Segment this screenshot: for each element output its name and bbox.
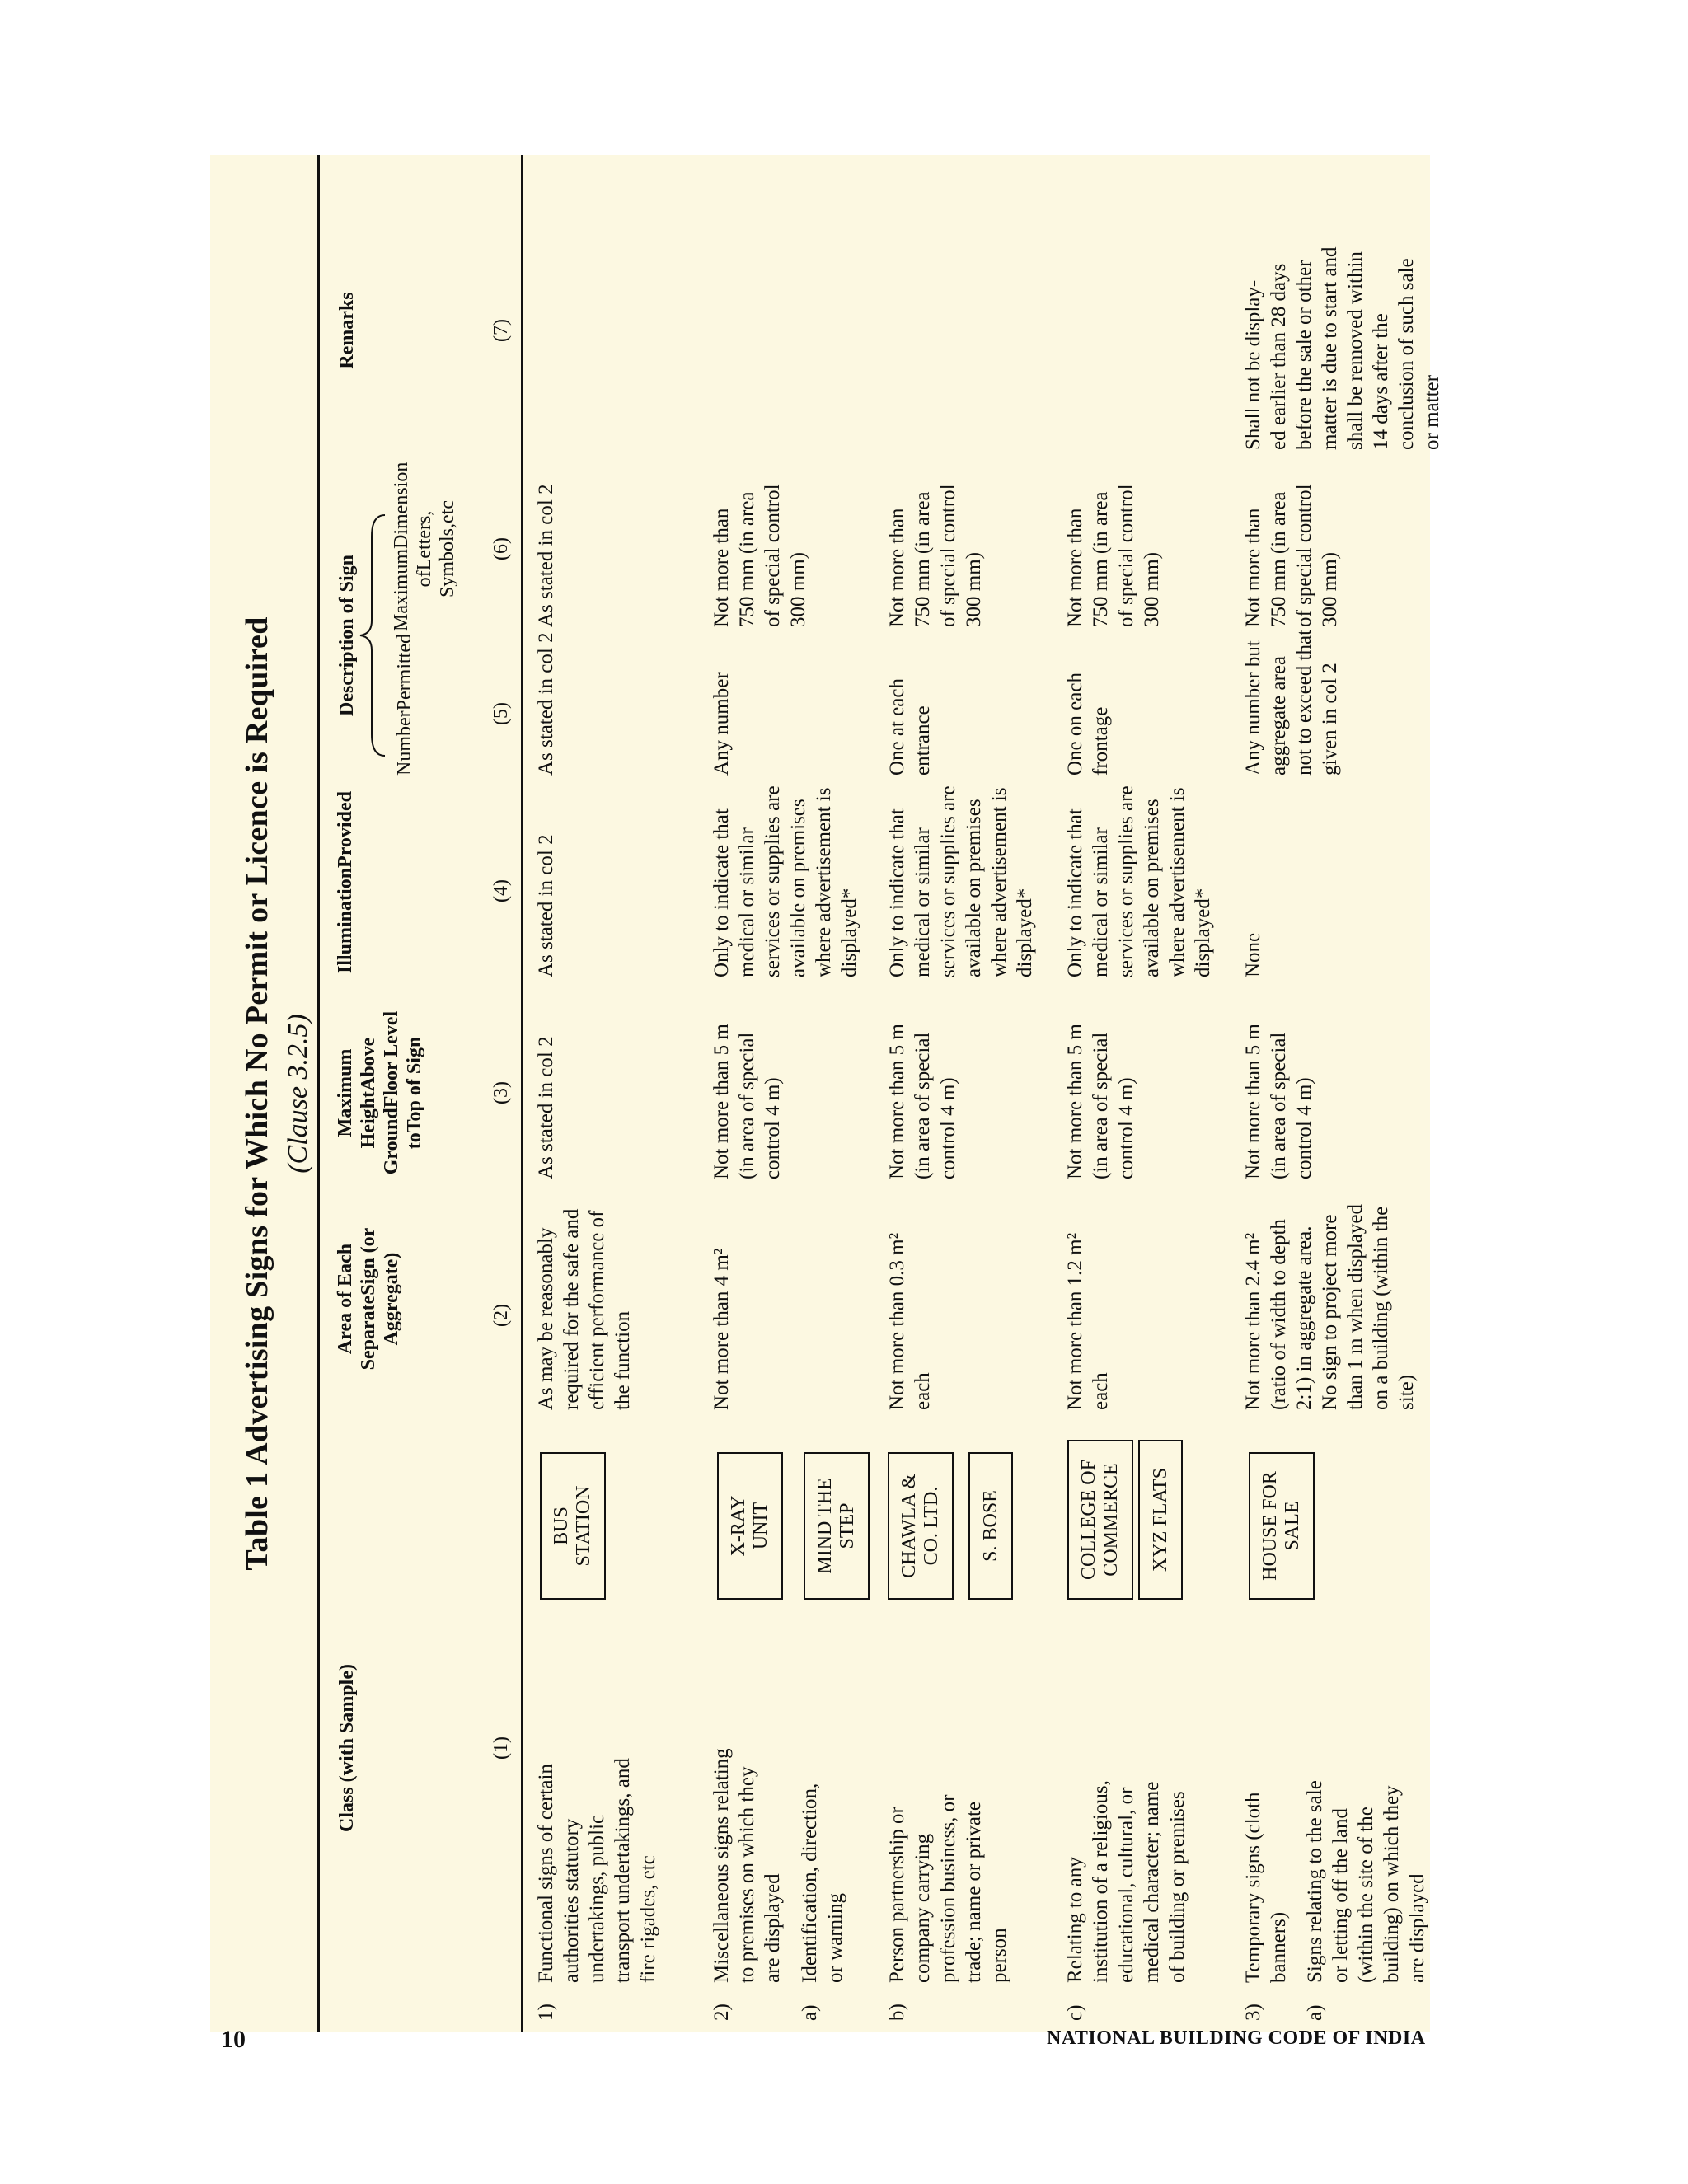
text-line: frontage — [1090, 706, 1112, 776]
text-line: No sign to project more — [1319, 1214, 1341, 1410]
text-line: Not more than 2.4 m² — [1242, 1232, 1264, 1410]
row-2-class — [709, 1748, 785, 1983]
col-number-3: (3) — [490, 1081, 512, 1104]
header-rule-top — [317, 155, 320, 2032]
text-line: available on premises — [963, 799, 985, 977]
header-description: Description of Sign — [336, 555, 358, 717]
row-2a-sample-sign-1 — [717, 1452, 783, 1600]
rotated-table — [210, 155, 1443, 2032]
text-line: (in area of special — [912, 1032, 934, 1179]
text-line: control 4 m) — [1115, 1077, 1137, 1179]
row-2b-sample-sign-1 — [888, 1452, 954, 1600]
text-line: MIND THE — [814, 1478, 836, 1574]
row-2c-class — [1062, 1780, 1190, 1983]
text-line: 300 mm) — [1141, 552, 1163, 627]
text-line: displayed* — [1014, 888, 1036, 977]
description-brace — [357, 512, 390, 759]
text-line: Identification, direction, — [799, 1783, 821, 1983]
text-line: profession business, or — [937, 1794, 959, 1983]
text-line: or warning — [824, 1893, 846, 1983]
text-line: medical character; name — [1141, 1781, 1163, 1983]
header-number — [393, 634, 416, 776]
text-line: ed earlier than 28 days — [1268, 263, 1290, 450]
text-line: are displayed — [762, 1873, 784, 1983]
text-line: the function — [612, 1310, 634, 1410]
text-line: Relating to any — [1064, 1857, 1086, 1983]
header-class: Class (with Sample) — [336, 1664, 358, 1833]
row-2a-number — [709, 672, 734, 776]
text-line: efficient performance of — [586, 1210, 608, 1410]
text-line: 750 mm (in area — [1268, 491, 1290, 627]
row-2c-dimension — [1062, 484, 1165, 627]
text-line: Not more than 0.3 m² — [886, 1232, 908, 1410]
text-line: or letting off the land — [1329, 1808, 1352, 1983]
text-line: Not more than 4 m² — [710, 1248, 733, 1410]
text-line: fire rigades, etc — [637, 1855, 659, 1983]
row-2a-area — [709, 1249, 734, 1410]
text-line: required for the safe and — [560, 1208, 583, 1410]
text-line: authorities statutory — [560, 1818, 583, 1983]
text-line: Temporary signs (cloth — [1242, 1792, 1264, 1983]
row-2b-illumination — [884, 785, 1038, 977]
text-line: company carrying — [912, 1833, 934, 1983]
text-line: Not more than 5 m — [1064, 1024, 1086, 1179]
row-1-illumination — [533, 834, 559, 977]
header-dimension — [390, 462, 459, 631]
text-line: As stated in col 2 — [535, 484, 557, 627]
text-line: on a building (within the — [1370, 1206, 1392, 1410]
row-2b-marker: b) — [886, 2004, 908, 2021]
col-number-1: (1) — [490, 1736, 512, 1760]
row-2a-illumination — [709, 785, 862, 977]
header-rule-bottom — [521, 155, 523, 2032]
text-line: shall be removed within — [1344, 251, 1367, 450]
text-line: aggregate area — [1268, 655, 1290, 776]
text-line: Only to indicate that — [710, 808, 733, 977]
text-line: are displayed — [1406, 1873, 1428, 1983]
text-line: Floor Level to — [381, 1010, 425, 1150]
text-line: HOUSE FOR — [1259, 1471, 1281, 1581]
text-line: control 4 m) — [762, 1077, 784, 1179]
text-line: educational, cultural, or — [1115, 1787, 1137, 1983]
row-3a-height — [1240, 1024, 1317, 1179]
text-line: Top of Sign — [404, 1036, 425, 1133]
text-line: trade; name or private — [963, 1801, 985, 1983]
col-number-2: (2) — [490, 1304, 512, 1327]
text-line: Only to indicate that — [1064, 808, 1086, 977]
text-line: services or supplies are — [762, 785, 784, 977]
col-number-5: (5) — [490, 702, 512, 725]
row-3a-class — [1302, 1780, 1430, 1983]
row-2a-height — [709, 1024, 785, 1179]
text-line: (in area of special — [1268, 1032, 1290, 1179]
row-2b-area — [884, 1233, 935, 1410]
row-2b-sample-sign-2 — [968, 1452, 1013, 1600]
header-height — [334, 1006, 426, 1179]
text-line: Permitted — [394, 634, 415, 711]
text-line: to premises on which they — [736, 1766, 758, 1983]
row-2a-sample-sign-2 — [804, 1452, 870, 1600]
text-line: available on premises — [1141, 799, 1163, 977]
text-line: where advertisement is — [813, 787, 835, 977]
text-line: banners) — [1268, 1911, 1290, 1983]
row-1-height — [533, 1036, 559, 1179]
text-line: etc — [437, 500, 458, 523]
text-line: Not more than — [886, 508, 908, 627]
text-line: each — [1090, 1372, 1112, 1410]
text-line: Shall not be display- — [1242, 279, 1264, 450]
text-line: building) on which they — [1381, 1785, 1403, 1983]
text-line: of special control — [762, 484, 784, 627]
row-2c-area — [1062, 1233, 1114, 1410]
text-line: Miscellaneous signs relating — [710, 1748, 733, 1983]
row-3a-marker: a) — [1304, 2004, 1326, 2021]
row-3a-number — [1240, 630, 1343, 776]
text-line: where advertisement is — [1166, 787, 1189, 977]
row-1-area — [533, 1209, 635, 1410]
text-line: CHAWLA & — [898, 1474, 920, 1578]
header-illumination — [334, 791, 357, 973]
text-line: As stated in col 2 — [535, 1036, 557, 1179]
text-line: of special control — [937, 484, 959, 627]
text-line: (within the site of the — [1355, 1807, 1377, 1983]
text-line: than 1 m when displayed — [1344, 1204, 1367, 1410]
text-line: or matter — [1421, 375, 1443, 450]
row-2c-sample-sign-1 — [1067, 1440, 1133, 1600]
row-1-dimension — [533, 484, 559, 627]
row-2c-height — [1062, 1024, 1139, 1179]
row-2c-marker: c) — [1064, 2004, 1086, 2021]
row-2-marker: 2) — [710, 2004, 733, 2021]
row-2c-illumination — [1062, 785, 1216, 977]
text-line: 750 mm (in area — [912, 491, 934, 627]
text-line: control 4 m) — [1293, 1077, 1315, 1179]
text-line: 300 mm) — [1319, 552, 1341, 627]
text-line: Above Ground — [358, 1037, 402, 1175]
text-line: Illumination — [335, 867, 356, 973]
text-line: UNIT — [750, 1502, 771, 1550]
text-line: displayed* — [838, 888, 860, 977]
text-line: 14 days after the — [1370, 313, 1392, 450]
text-line: Not more than 5 m — [886, 1024, 908, 1179]
text-line: not to exceed that — [1293, 629, 1315, 776]
text-line: services or supplies are — [1115, 785, 1137, 977]
text-line: (in area of special — [736, 1032, 758, 1179]
text-line: person — [988, 1928, 1010, 1983]
text-line: Not more than 5 m — [710, 1024, 733, 1179]
footer-document-title: NATIONAL BUILDING CODE OF INDIA — [1047, 2027, 1426, 2049]
row-2c-number — [1062, 673, 1114, 776]
text-line: of special control — [1115, 484, 1137, 627]
text-line: S. BOSE — [979, 1490, 1001, 1562]
row-1-class — [533, 1758, 661, 1983]
text-line: Functional signs of certain — [535, 1764, 557, 1983]
text-line: As stated in col 2 — [535, 632, 557, 776]
text-line: Area of Each Separate — [335, 1243, 379, 1371]
text-line: BUS — [551, 1507, 572, 1545]
text-line: Only to indicate that — [886, 808, 908, 977]
text-line: of building or premises — [1166, 1791, 1189, 1983]
text-line: undertakings, public — [586, 1814, 608, 1983]
table-clause: (Clause 3.2.5) — [283, 1014, 313, 1174]
text-line: medical or similar — [912, 827, 934, 977]
row-3a-dimension — [1240, 484, 1343, 627]
text-line: None — [1242, 932, 1264, 977]
text-line: medical or similar — [736, 827, 758, 977]
text-line: Not more than 5 m — [1242, 1024, 1264, 1179]
text-line: SALE — [1282, 1501, 1303, 1551]
text-line: 300 mm) — [787, 552, 809, 627]
text-line: transport undertakings, and — [612, 1758, 634, 1983]
text-line: 2:1) in aggregate area. — [1293, 1226, 1315, 1410]
text-line: STATION — [573, 1485, 594, 1567]
text-line: where advertisement is — [988, 787, 1010, 977]
text-line: Not more than — [710, 508, 733, 627]
text-line: matter is due to start and — [1319, 246, 1341, 450]
row-3-marker: 3) — [1242, 2004, 1264, 2021]
text-line: Any number but — [1242, 640, 1264, 776]
row-2c-sample-sign-2 — [1138, 1440, 1183, 1600]
text-line: each — [912, 1372, 934, 1410]
text-line: XYZ FLATS — [1149, 1468, 1171, 1572]
text-line: control 4 m) — [937, 1077, 959, 1179]
text-line: As stated in col 2 — [535, 834, 557, 977]
text-line: Any number — [710, 672, 733, 776]
col-number-4: (4) — [490, 879, 512, 902]
text-line: services or supplies are — [937, 785, 959, 977]
text-line: STEP — [837, 1502, 858, 1549]
text-line: Dimension of — [391, 462, 435, 588]
text-line: given in col 2 — [1319, 663, 1341, 776]
row-3a-remarks — [1240, 247, 1445, 450]
text-line: Signs relating to the sale — [1304, 1780, 1326, 1983]
text-line: COMMERCE — [1100, 1463, 1122, 1577]
text-line: medical or similar — [1090, 827, 1112, 977]
text-line: site) — [1395, 1374, 1418, 1410]
text-line: Letters, Symbols, — [414, 510, 458, 598]
text-line: available on premises — [787, 799, 809, 977]
text-line: COLLEGE OF — [1078, 1460, 1100, 1580]
row-3a-area — [1240, 1204, 1419, 1410]
col-number-6: (6) — [490, 537, 512, 560]
text-line: institution of a religious, — [1090, 1780, 1112, 1983]
text-line: One on each — [1064, 673, 1086, 776]
row-1-number — [533, 632, 559, 776]
text-line: before the sale or other — [1293, 260, 1315, 450]
col-number-7: (7) — [490, 319, 512, 342]
text-line: Not more than — [1242, 508, 1264, 627]
text-line: conclusion of such sale — [1395, 258, 1418, 450]
text-line: (in area of special — [1090, 1032, 1112, 1179]
row-1-sample-sign — [540, 1452, 606, 1600]
text-line: of special control — [1293, 484, 1315, 627]
row-2b-dimension — [884, 484, 987, 627]
text-line: Not more than 1.2 m² — [1064, 1232, 1086, 1410]
row-1-marker: 1) — [535, 2004, 557, 2021]
text-line: Provided — [335, 791, 356, 868]
page-number: 10 — [221, 2026, 246, 2053]
header-remarks: Remarks — [336, 292, 358, 369]
row-3a-illumination — [1240, 933, 1266, 977]
row-2a-dimension — [709, 484, 811, 627]
text-line: 750 mm (in area — [736, 491, 758, 627]
text-line: Number — [394, 710, 415, 776]
row-3-class — [1240, 1792, 1292, 1983]
text-line: Maximum — [391, 549, 412, 631]
text-line: X-RAY — [728, 1495, 749, 1557]
row-3a-sample-sign — [1249, 1452, 1315, 1600]
text-line: Not more than — [1064, 508, 1086, 627]
text-line: As may be reasonably — [535, 1227, 557, 1410]
row-2a-class — [797, 1783, 848, 1983]
text-line: One at each — [886, 678, 908, 776]
row-2a-marker: a) — [799, 2004, 821, 2021]
text-line: Person partnership or — [886, 1807, 908, 1983]
text-line: CO. LTD. — [921, 1486, 942, 1566]
text-line: 300 mm) — [963, 552, 985, 627]
row-2b-height — [884, 1024, 961, 1179]
row-2b-number — [884, 678, 935, 776]
text-line: Maximum Height — [335, 1048, 379, 1149]
header-area — [334, 1192, 403, 1406]
text-line: displayed* — [1192, 888, 1214, 977]
row-2b-class — [884, 1795, 1012, 1983]
table-title: Table 1 Advertising Signs for Which No Permit or Licence is Required — [240, 616, 274, 1571]
text-line: 750 mm (in area — [1090, 491, 1112, 627]
text-line: (ratio of width to depth — [1268, 1219, 1290, 1410]
text-line: entrance — [912, 705, 934, 776]
text-line: Sign (or Aggregate) — [358, 1227, 402, 1346]
